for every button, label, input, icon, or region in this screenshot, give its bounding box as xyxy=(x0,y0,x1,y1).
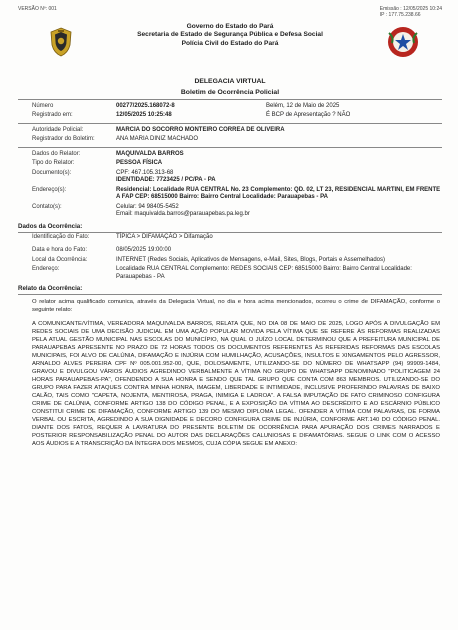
registrador-label: Registrador do Boletim: xyxy=(32,136,95,143)
relato-intro: O relator acima qualificado comunica, através da Delegacia Virtual, no dia e hora acima mencionados, ocorreu o crime de DIFAMAÇÃO, conforme o seguinte relato: xyxy=(32,298,440,313)
local-label: Local da Ocorrência: xyxy=(32,256,88,263)
emission-block xyxy=(380,6,442,19)
relato-text: A COMUNICANTE/VÍTIMA, VEREADORA MAQUIVALDA BARROS, RELATA QUE, NO DIA 08 DE MAIO DE 2025, LOGO APÓS A DIVULGAÇÃO EM REDES SOCIAIS DE UMA DECISÃO JUDICIAL EM UMA AÇÃO POPULAR MOVIDA PELA VÍTIMA QUE SE REFERE ÀS REFORMAS REALIZADAS PELA ATUAL GESTÃO MUNICIPAL NAS ESCOLAS DO MUNICÍPIO, NA QUAL O JUÍZO LOCAL DETERMINOU QUE A PREFEITURA MUNICIPAL DE PARAUAPEBAS APRESENTE NO PRAZO DE 72 HORAS TODOS OS DOCUMENTOS REFERENTES ÀS REFERIDAS REFORMAS DAS ESCOLAS MUNICIPAIS, FOI ALVO DE CALÚNIA, DIFAMAÇÃO E INJÚRIA COM HUMILHAÇÃO, ACUSAÇÕES, INSULTOS E XINGAMENTOS PELO AGRESSOR, ARNALDO ALVES PEREIRA CPF Nº 005.001.952-00, QUE, DOLOSAMENTE, UTILIZANDO-SE DO NÚMERO DE WHATSAPP (94) 99909-1484, GRAVOU E DIVULGOU VÁRIOS ÁUDIOS AGREDINDO VERBALMENTE A VÍTIMA NO GRUPO DE WHATSAPP DENOMINADO "POLITICAGEM 24 HORAS PARAUAPEBAS-PA", OFENDENDO A SUA HONRA E SENDO QUE TAL GRUPO QUE CONTA COM 863 MEMBROS. UTILIZANDO-SE DO GRUPO PARA FAZER ATAQUES CONTRA MINHA HONRA, IMAGEM, LIBERDADE E INTIMIDADE, INCLUSIVE PROFERINDO PALAVRAS DE BAIXO CALÃO, TAIS COMO "CAPETA, NOJENTA, MENTIROSA, PRAGA, INIMIGA E LADROA". A FALSA IMPUTAÇÃO DE FATO CRIMINOSO CONFIGURA CRIME DE CALÚNIA, CONFORME ARTIGO 138 DO CÓDIGO PENAL, E A EXPOSIÇÃO DA VÍTIMA AO DESCRÉDITO E AO ESCÁRNIO PÚBLICO CONSTITUI CRIME DE DIFAMAÇÃO, CONFORME ARTIGO 139 DO MESMO DIPLOMA LEGAL. OFENDER A VÍTIMA COM PALAVRAS, DE FORMA VERBAL OU ESCRITA, AGREDINDO A SUA DIGNIDADE E DECORO CONFIGURA CRIME DE INJÚRIA, CONFORME ART.140 DO CÓDIGO PENAL. DIANTE DOS FATOS, REQUER A LAVRATURA DO PRESENTE BOLETIM DE OCORRÊNCIA PARA APURAÇÃO DOS CRIMES NARRADOS E POSTERIOR RESPONSABILIZAÇÃO PENAL DO AUTOR DAS DECLARAÇÕES CALUNIOSAS E DIFAMATÓRIAS. SEGUE O LINK COM O ACESSO AOS ÁUDIOS E A TRANSCRIÇÃO DA ÍNTEGRA DOS MESMOS, CUJA CÓPIA SEGUE EM ANEXO: xyxy=(32,320,440,448)
people-table xyxy=(18,126,442,145)
dados-label: Dados do Relator: xyxy=(32,150,81,157)
divider xyxy=(18,99,442,100)
ident-value: TÍPICA > DIFAMAÇÃO > Difamação xyxy=(116,233,213,240)
relator-table xyxy=(18,150,442,220)
emission-label: Emissão : 12/05/2025 10:24 xyxy=(379,6,442,12)
ocorrencia-section-title: Dados da Ocorrência: xyxy=(18,223,442,233)
version-label: VERSÃO Nº: 001 xyxy=(18,6,57,12)
identidade-value: IDENTIDADE: 7723425 / PC/PA - PA xyxy=(116,177,216,184)
ocorrencia-table xyxy=(18,233,442,283)
divider xyxy=(18,123,442,124)
police-badge-icon xyxy=(50,27,72,57)
local-date: Belém, 12 de Maio de 2025 xyxy=(266,102,340,109)
gov-line: Governo do Estado do Pará xyxy=(186,22,274,30)
record-table xyxy=(18,102,442,121)
cpf-value: CPF: 467.105.313-68 xyxy=(116,169,174,176)
ocorrencia-endereco-label: Endereço: xyxy=(32,266,60,273)
docs-values xyxy=(116,169,442,186)
bcp-value: NÃO xyxy=(337,112,351,119)
contato-label: Contato(s): xyxy=(32,203,62,210)
top-line xyxy=(18,6,442,19)
tipo-value: PESSOA FÍSICA xyxy=(116,160,163,167)
state-coat-of-arms-icon xyxy=(386,25,420,59)
registrador-value: ANA MARIA DINIZ MACHADO xyxy=(116,136,199,143)
divider xyxy=(18,147,442,148)
autoridade-value: MARCIA DO SOCORRO MONTEIRO CORREA DE OLIVEIRA xyxy=(116,126,285,133)
bcp-field xyxy=(266,111,442,121)
celular-value: Celular: 94 98405-5452 xyxy=(116,203,179,210)
relato-section-title: Relato da Ocorrência: xyxy=(18,285,442,295)
autoridade-label: Autoridade Policial: xyxy=(32,126,84,133)
secretariat-line: Secretaria de Estado de Segurança Pública e Defesa Social xyxy=(137,31,323,39)
numero-value: 00277/2025.168072-8 xyxy=(116,102,175,109)
contato-values xyxy=(116,203,442,220)
relato-body xyxy=(18,298,442,449)
data-value: 08/05/2025 19:00:00 xyxy=(116,247,172,254)
delegacia-title: DELEGACIA VIRTUAL xyxy=(194,77,266,85)
bcp-label: É BCP de Apresentação ? xyxy=(266,112,336,119)
ocorrencia-endereco-value: Localidade RUA CENTRAL Complemento: REDES SOCIAIS CEP: 68515000 Bairro: Bairro Central Localidade: Parauapebas - PA xyxy=(116,266,412,280)
boletim-title: Boletim de Ocorrência Policial xyxy=(180,88,280,96)
ip-label: IP : 177.75.238.66 xyxy=(379,12,421,19)
ident-label: Identificação do Fato: xyxy=(32,233,90,240)
registrado-value: 12/05/2025 10:25:48 xyxy=(116,112,172,119)
email-value: Email: maquivalda.barros@parauapebas.pa.leg.br xyxy=(116,211,250,218)
tipo-label: Tipo do Relator: xyxy=(32,160,75,167)
endereco-label: Endereço(s): xyxy=(32,186,67,193)
document-header xyxy=(18,23,442,75)
local-value: INTERNET (Redes Sociais, Aplicativos de Mensagens, e-Mail, Sites, Blogs, Portais e Assemelhados) xyxy=(116,256,386,263)
numero-label: Número xyxy=(32,102,54,109)
dados-value: MAQUIVALDA BARROS xyxy=(116,150,184,157)
registrado-label: Registrado em: xyxy=(32,112,73,119)
data-label: Data e hora do Fato: xyxy=(32,247,88,254)
endereco-value: Residencial: Localidade RUA CENTRAL No. 23 Complemento: QD. 02, LT 23, RESIDENCIAL MARTINI, EM FRENTE A FAP CEP: 68515000 Bairro: Bairro Central Localidade: Parauapebas - PA xyxy=(116,186,441,201)
docs-label: Documento(s): xyxy=(32,169,72,176)
police-line: Polícia Civil do Estado do Pará xyxy=(181,40,279,48)
